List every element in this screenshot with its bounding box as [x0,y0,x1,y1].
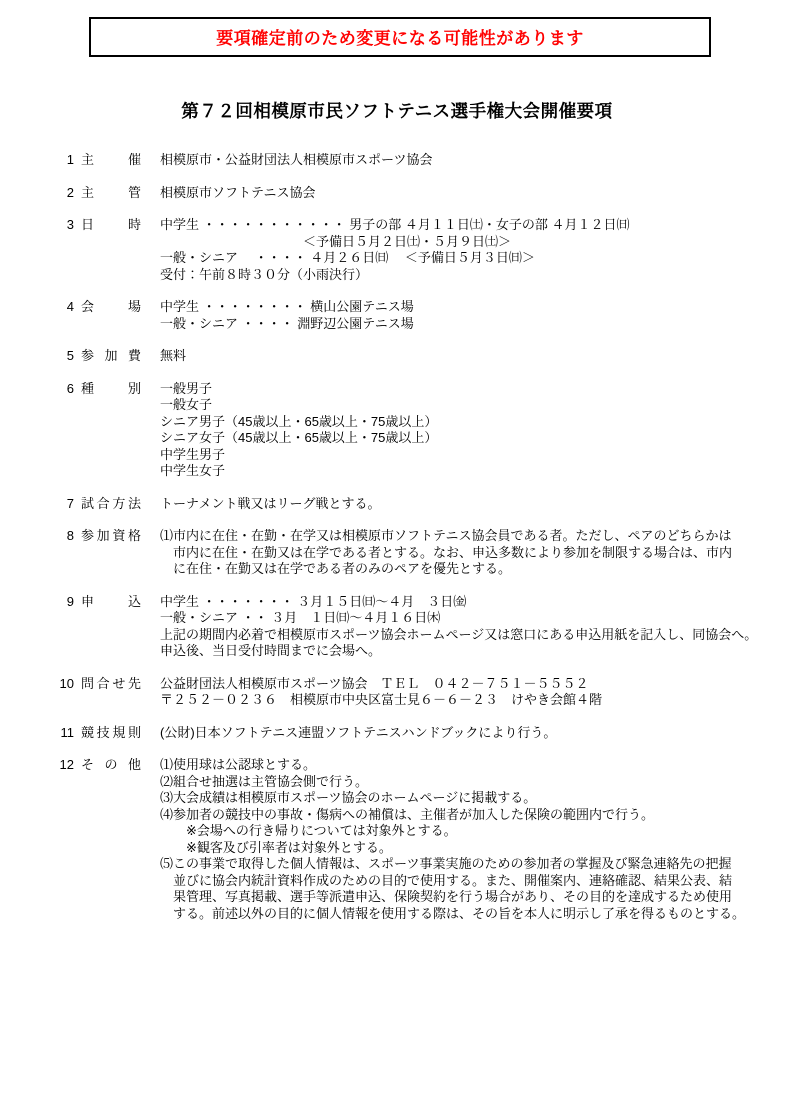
item-label: 参加資格 [81,528,141,543]
item-line: 申込後、当日受付時間までに会場へ。 [160,643,382,658]
item-row [0,381,794,480]
item-line: 中学生 ・・・・・・・・・・・ 男子の部 ４月１１日㈯・女子の部 ４月１２日㈰ [160,217,630,232]
item-content [160,757,790,922]
item-content [160,152,790,169]
item-label: 競技規則 [81,724,141,740]
item-content [160,381,790,480]
item-label: 主催 [81,152,141,167]
item-label: 会場 [81,299,141,314]
item-line: (公財)日本ソフトテニス連盟ソフトテニスハンドブックにより行う。 [160,724,557,740]
item-content [160,725,790,742]
item-row [0,725,794,742]
item-label: 問合せ先 [81,675,141,691]
item-number: 6 [66,380,74,396]
item-label: 参加費 [81,348,141,363]
item-line: 中学生女子 [160,463,226,478]
item-content [160,217,790,283]
item-row [0,152,794,169]
item-content [160,185,790,202]
item-row [0,757,794,922]
item-line: 上記の期間内必着で相模原市スポーツ協会ホームページ又は窓口にある申込用紙を記入し、同協会へ。 [160,626,758,642]
item-line: ⑴使用球は公認球とする。 [160,757,317,772]
item-number: 3 [66,217,74,232]
item-row [0,496,794,513]
item-row [0,185,794,202]
item-line: 市内に在住・在勤又は在学である者とする。なお、申込多数により参加を制限する場合は、市内 [160,544,733,560]
item-number: 1 [66,152,74,167]
document-title: 第７２回相模原市民ソフトテニス選手権大会開催要項 [181,101,613,121]
item-number: 7 [66,495,74,511]
item-content [160,528,790,578]
item-line: ⑵組合せ抽選は主管協会側で行う。 [160,773,369,789]
item-content [160,496,790,513]
item-line: 果管理、写真掲載、選手等派遣申込、保険契約を行う場合があり、その目的を達成するため使用 [160,889,733,904]
item-line: ⑸この事業で取得した個人情報は、スポーツ事業実施のための参加者の掌握及び緊急連絡先の把握 [160,856,732,871]
item-line: ※会場への行き帰りについては対象外とする。 [160,823,457,838]
item-line: シニア女子（45歳以上・65歳以上・75歳以上） [160,430,438,445]
item-number: 12 [59,757,74,772]
item-label: 種別 [81,380,141,396]
item-line: ＜予備日５月２日㈯・５月９日㈯＞ [160,233,512,249]
item-label: 主管 [81,184,141,200]
item-content [160,676,790,709]
item-line: 一般・シニア ・・ ３月 １日㈰～４月１６日㈭ [160,610,441,625]
provisional-notice-box [89,17,711,57]
item-label: 日時 [81,217,141,232]
item-number: 5 [66,348,74,363]
item-label: その他 [81,757,141,772]
item-line: 相模原市ソフトテニス協会 [160,184,316,200]
provisional-notice-text: 要項確定前のため変更になる可能性があります [216,29,584,48]
item-line: 中学生男子 [160,446,226,462]
item-label: 申込 [81,593,141,609]
item-line: ⑴市内に在住・在勤・在学又は相模原市ソフトテニス協会員である者。ただし、ペアのどちらかは [160,528,732,543]
item-number: 4 [66,299,74,314]
item-line: ⑶大会成績は相模原市スポーツ協会のホームページに掲載する。 [160,790,537,805]
item-row [0,299,794,332]
item-line: 受付：午前８時３０分（小雨決行） [160,266,369,282]
item-number: 2 [66,184,74,200]
item-content [160,348,790,365]
item-line: 一般・シニア ・・・・ ４月２６日㈰ ＜予備日５月３日㈰＞ [160,250,535,265]
item-row [0,594,794,660]
item-line: 中学生 ・・・・・・・ ３月１５日㈰～４月 ３日㈮ [160,593,467,609]
item-line: 無料 [160,348,187,363]
item-line: 中学生 ・・・・・・・・ 横山公園テニス場 [160,299,414,314]
item-line: ※観客及び引率者は対象外とする。 [160,839,392,855]
item-content [160,594,790,660]
item-row [0,217,794,283]
item-line: 一般女子 [160,397,213,412]
item-number: 8 [66,528,74,543]
item-number: 9 [66,593,74,609]
items-list [0,152,794,922]
item-line: 一般・シニア ・・・・ 淵野辺公園テニス場 [160,315,414,331]
item-line: 相模原市・公益財団法人相模原市スポーツ協会 [160,152,433,167]
item-label: 試合方法 [81,495,141,511]
item-number: 11 [60,724,74,740]
item-line: ⑷参加者の競技中の事故・傷病への補償は、主催者が加入した保険の範囲内で行う。 [160,806,655,822]
item-line: 公益財団法人相模原市スポーツ協会 ＴＥＬ ０４２－７５１－５５５２ [160,675,589,691]
item-line: 〒２５２－０２３６ 相模原市中央区富士見６－６－２３ けやき会館４階 [160,692,603,707]
item-row [0,676,794,709]
item-line: に在住・在勤又は在学である者のみのペアを優先とする。 [160,561,512,576]
item-line: 並びに協会内統計資料作成のための目的で使用する。また、開催案内、連絡確認、結果公表、結 [160,872,733,888]
item-row [0,528,794,578]
item-line: シニア男子（45歳以上・65歳以上・75歳以上） [160,413,438,429]
item-content [160,299,790,332]
item-line: する。前述以外の目的に個人情報を使用する際は、その旨を本人に明示し了承を得るものとする。 [160,905,746,921]
item-number: 10 [59,675,74,691]
item-line: トーナメント戦又はリーグ戦とする。 [160,495,381,511]
item-line: 一般男子 [160,380,213,396]
item-row [0,348,794,365]
